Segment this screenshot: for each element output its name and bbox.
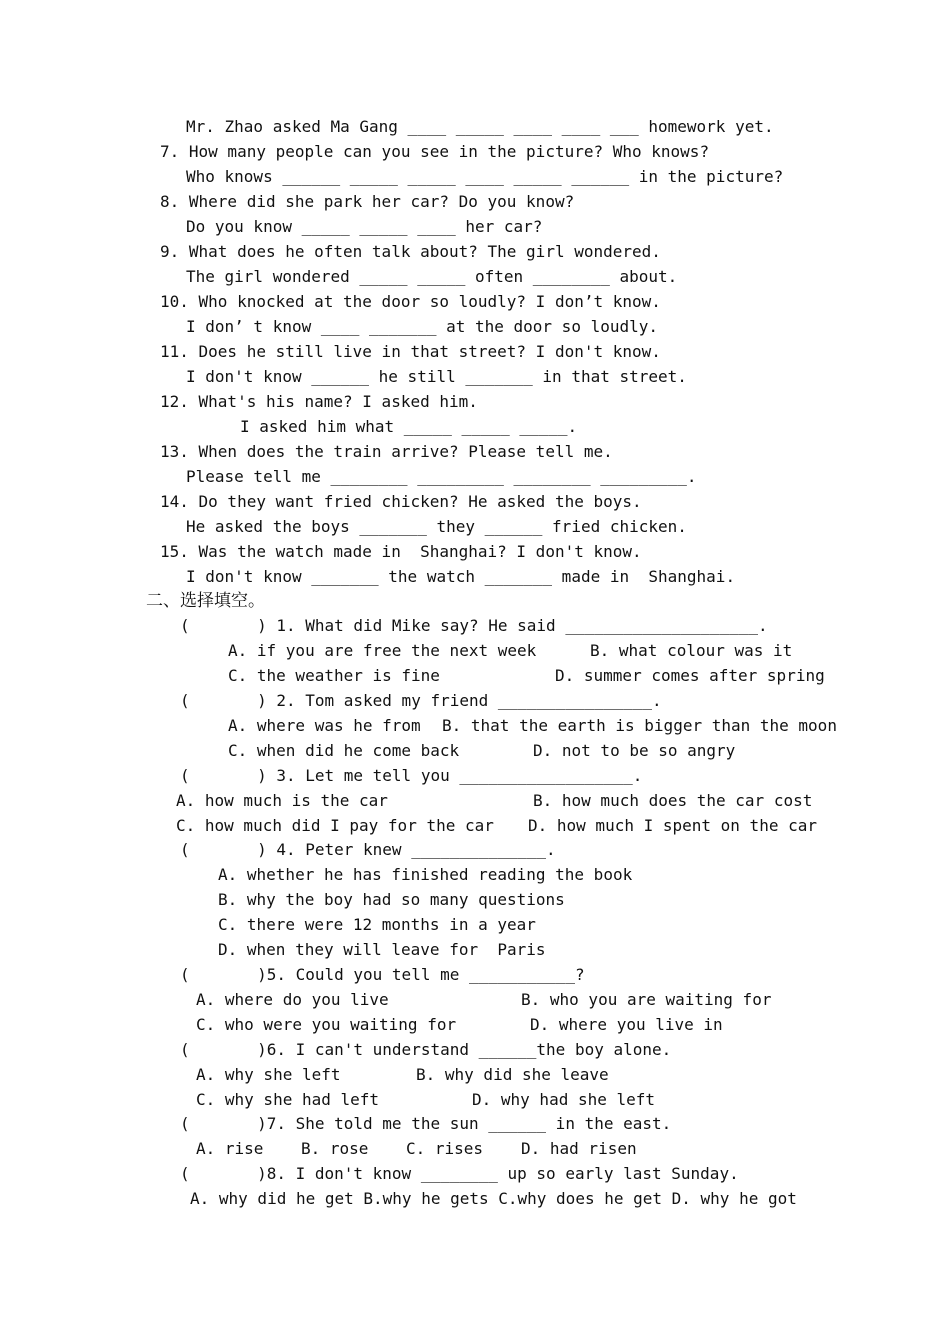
mc-2-option-b: B. that the earth is bigger than the moon xyxy=(442,716,837,735)
mc-4-option-a: A. whether he has finished reading the book xyxy=(218,865,633,884)
mc-3-option-b: B. how much does the car cost xyxy=(533,791,813,810)
item-7-question: 7. How many people can you see in the picture? Who knows? xyxy=(160,142,710,161)
mc-8-options: A. why did he get B.why he gets C.why does he get D. why he got xyxy=(190,1189,797,1208)
mc-7-option-b: B. rose xyxy=(301,1139,369,1158)
mc-5-option-a: A. where do you live xyxy=(196,990,389,1009)
mc-5-stem: ( )5. Could you tell me ___________? xyxy=(180,965,585,984)
mc-7-option-a: A. rise xyxy=(196,1139,264,1158)
item-9-question: 9. What does he often talk about? The girl wondered. xyxy=(160,242,661,261)
mc-2-option-a: A. where was he from xyxy=(228,716,421,735)
mc-6-option-b: B. why did she leave xyxy=(416,1065,609,1084)
mc-3-stem: ( ) 3. Let me tell you __________________. xyxy=(180,766,643,785)
mc-4-option-b: B. why the boy had so many questions xyxy=(218,890,565,909)
mc-1-option-a: A. if you are free the next week xyxy=(228,641,537,660)
mc-6-option-a: A. why she left xyxy=(196,1065,341,1084)
item-7-answer-line: Who knows ______ _____ _____ ____ _____ ______ in the picture? xyxy=(186,167,784,186)
item-8-answer-line: Do you know _____ _____ ____ her car? xyxy=(186,217,543,236)
mc-2-option-c: C. when did he come back xyxy=(228,741,460,760)
mc-1-option-d: D. summer comes after spring xyxy=(555,666,825,685)
item-15-question: 15. Was the watch made in Shanghai? I don't know. xyxy=(160,542,642,561)
mc-6-option-d: D. why had she left xyxy=(472,1090,656,1109)
mc-4-option-d: D. when they will leave for Paris xyxy=(218,940,546,959)
item-10-answer-line: I don’ t know ____ _______ at the door so loudly. xyxy=(186,317,659,336)
item-11-question: 11. Does he still live in that street? I don't know. xyxy=(160,342,661,361)
item-12-question: 12. What's his name? I asked him. xyxy=(160,392,478,411)
mc-3-option-a: A. how much is the car xyxy=(176,791,388,810)
item-11-answer-line: I don't know ______ he still _______ in that street. xyxy=(186,367,687,386)
item-12-answer-line: I asked him what _____ _____ _____. xyxy=(240,417,578,436)
item-15-answer-line: I don't know _______ the watch _______ made in Shanghai. xyxy=(186,567,736,586)
item-10-question: 10. Who knocked at the door so loudly? I don’t know. xyxy=(160,292,661,311)
mc-1-option-c: C. the weather is fine xyxy=(228,666,440,685)
item-9-answer-line: The girl wondered _____ _____ often ________ about. xyxy=(186,267,678,286)
mc-7-option-c: C. rises xyxy=(406,1139,484,1158)
mc-2-stem: ( ) 2. Tom asked my friend ________________. xyxy=(180,691,662,710)
item-14-question: 14. Do they want fried chicken? He asked the boys. xyxy=(160,492,642,511)
item-6-answer-line: Mr. Zhao asked Ma Gang ____ _____ ____ ____ ___ homework yet. xyxy=(186,117,774,136)
mc-1-stem: ( ) 1. What did Mike say? He said ____________________. xyxy=(180,616,768,635)
mc-8-stem: ( )8. I don't know ________ up so early last Sunday. xyxy=(180,1164,739,1183)
mc-3-option-c: C. how much did I pay for the car xyxy=(176,816,494,835)
mc-5-option-d: D. where you live in xyxy=(530,1015,723,1034)
mc-5-option-c: C. who were you waiting for xyxy=(196,1015,457,1034)
item-14-answer-line: He asked the boys _______ they ______ fried chicken. xyxy=(186,517,687,536)
mc-5-option-b: B. who you are waiting for xyxy=(521,990,772,1009)
mc-6-option-c: C. why she had left xyxy=(196,1090,380,1109)
section-heading: 二、选择填空。 xyxy=(146,591,265,611)
mc-3-option-d: D. how much I spent on the car xyxy=(528,816,817,835)
item-8-question: 8. Where did she park her car? Do you know? xyxy=(160,192,575,211)
item-13-question: 13. When does the train arrive? Please tell me. xyxy=(160,442,613,461)
mc-2-option-d: D. not to be so angry xyxy=(533,741,736,760)
mc-1-option-b: B. what colour was it xyxy=(590,641,793,660)
item-13-answer-line: Please tell me ________ _________ ________ _________. xyxy=(186,467,697,486)
mc-4-option-c: C. there were 12 months in a year xyxy=(218,915,536,934)
mc-7-stem: ( )7. She told me the sun ______ in the east. xyxy=(180,1114,672,1133)
mc-7-option-d: D. had risen xyxy=(521,1139,637,1158)
mc-4-stem: ( ) 4. Peter knew ______________. xyxy=(180,840,556,859)
mc-6-stem: ( )6. I can't understand ______the boy alone. xyxy=(180,1040,672,1059)
